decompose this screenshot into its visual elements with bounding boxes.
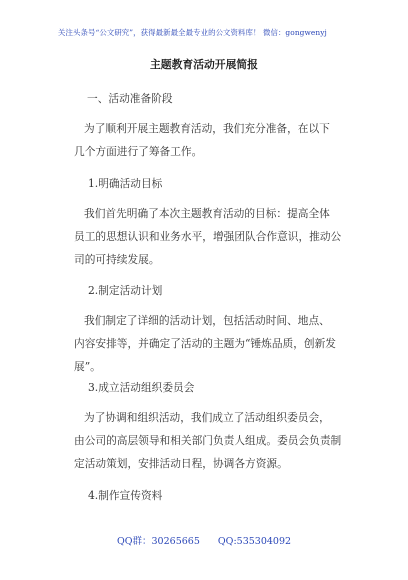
intro-paragraph — [74, 117, 346, 163]
section-heading: 一、活动准备阶段 — [87, 92, 173, 105]
item-heading: 4.制作宣传资料 — [88, 489, 163, 502]
paragraph-line: 为了协调和组织活动，我们成立了活动组织委员会， — [84, 411, 330, 424]
footer-qq: QQ:535304092 — [217, 536, 292, 547]
item-heading: 2.制定活动计划 — [88, 284, 163, 297]
footer-qq-group: QQ群：30265665 — [116, 536, 200, 547]
paragraph-line: 司的可持续发展。 — [74, 253, 160, 266]
item-heading: 3.成立活动组织委员会 — [88, 381, 195, 394]
paragraph-line: 我们首先明确了本次主题教育活动的目标：提高全体 — [84, 207, 330, 220]
header-promo-note: 关注头条号“公文研究”，获得最新最全最专业的公文资料库！ 微信：gongwenyj — [58, 28, 327, 37]
paragraph-line: 由公司的高层领导和相关部门负责人组成。委员会负责制 — [74, 434, 342, 447]
paragraph-line: 员工的思想认识和业务水平，增强团队合作意识，推动公 — [74, 230, 342, 243]
item-paragraph — [74, 202, 346, 271]
item-paragraph — [74, 309, 346, 378]
paragraph-line: 展”。 — [74, 360, 101, 373]
paragraph-line: 定活动策划，安排活动日程，协调各方资源。 — [74, 457, 288, 470]
paragraph-line: 我们制定了详细的活动计划，包括活动时间、地点、 — [84, 314, 330, 327]
paragraph-line: 内容安排等，并确定了活动的主题为“锤炼品质，创新发 — [74, 337, 336, 350]
document-title: 主题教育活动开展简报 — [150, 58, 258, 71]
footer-contact — [0, 536, 408, 548]
item-paragraph — [74, 406, 346, 475]
paragraph-line: 几个方面进行了筹备工作。 — [74, 145, 203, 158]
item-heading: 1.明确活动目标 — [88, 177, 163, 190]
paragraph-line: 为了顺利开展主题教育活动，我们充分准备，在以下 — [84, 122, 330, 135]
